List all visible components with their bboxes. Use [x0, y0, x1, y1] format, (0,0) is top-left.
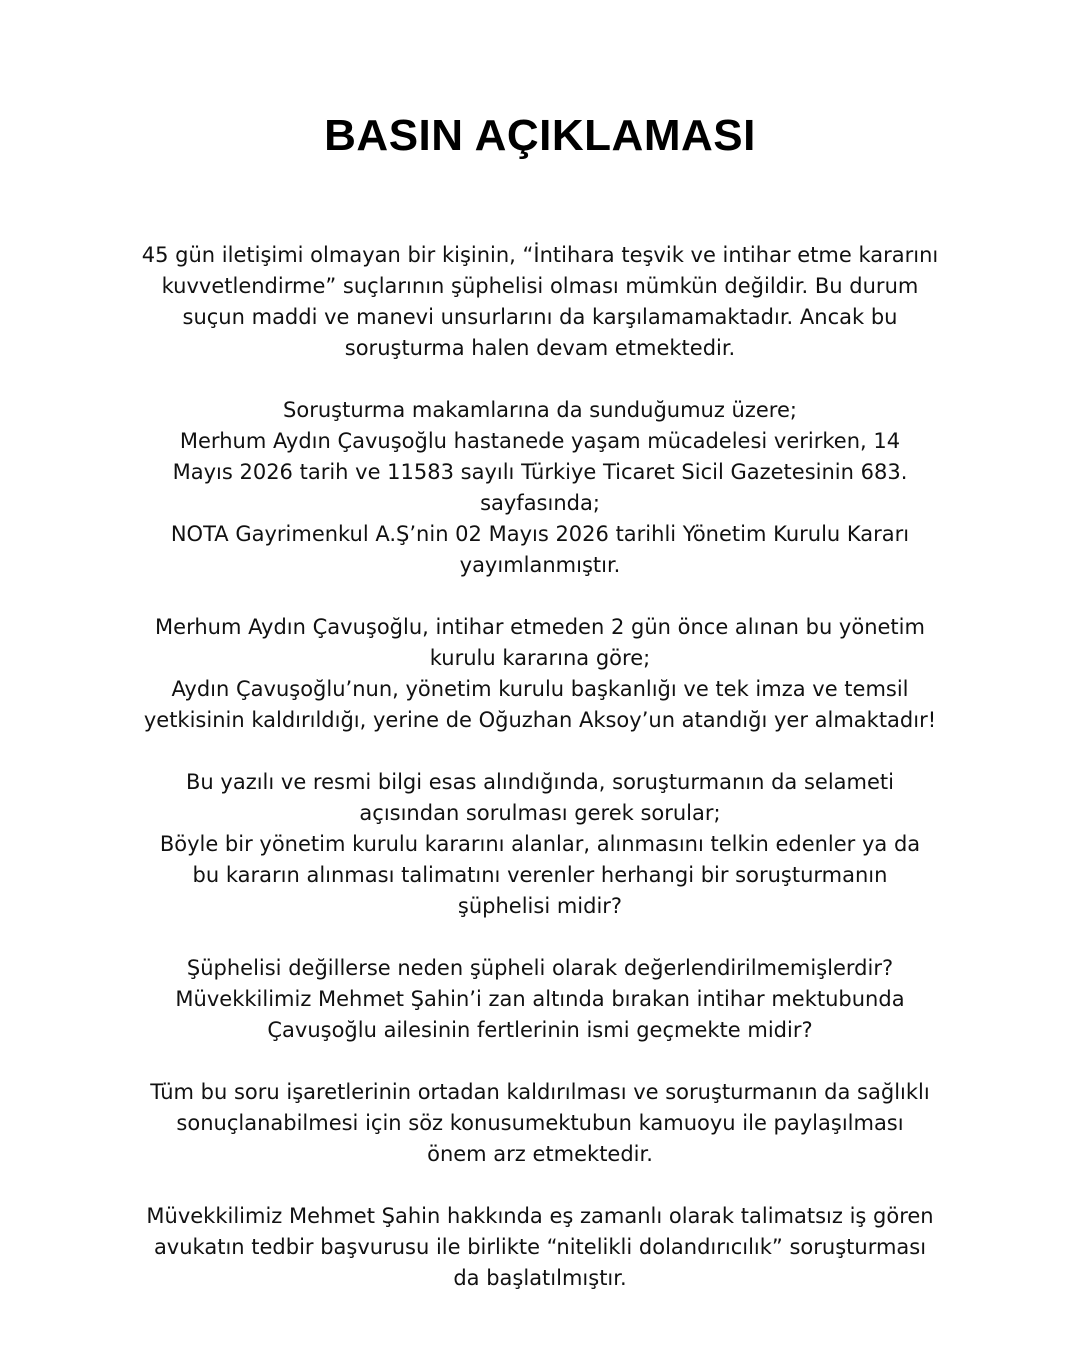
paragraph-1 — [100, 240, 980, 364]
paragraph-6 — [100, 1077, 980, 1170]
text-line: Tüm bu soru işaretlerinin ortadan kaldırılması ve soruşturmanın da sağlıklı — [150, 1080, 930, 1104]
text-line: Bu yazılı ve resmi bilgi esas alındığında, soruşturmanın da selameti — [186, 770, 894, 794]
text-line: soruşturma halen devam etmektedir. — [344, 336, 736, 360]
text-line: da başlatılmıştır. — [453, 1266, 627, 1290]
text-line: kuvvetlendirme” suçlarının şüphelisi olması mümkün değildir. Bu durum — [161, 274, 919, 298]
text-line: Merhum Aydın Çavuşoğlu, intihar etmeden 2 gün önce alınan bu yönetim — [155, 615, 925, 639]
paragraph-2 — [100, 395, 980, 581]
text-line: Merhum Aydın Çavuşoğlu hastanede yaşam mücadelesi verirken, 14 — [179, 429, 901, 453]
document-title: BASIN AÇIKLAMASI — [324, 111, 756, 160]
text-line: Müvekkilimiz Mehmet Şahin’i zan altında bırakan intihar mektubunda — [175, 987, 905, 1011]
text-line: Şüphelisi değillerse neden şüpheli olarak değerlendirilmemişlerdir? — [186, 956, 894, 980]
text-line: önem arz etmektedir. — [427, 1142, 653, 1166]
paragraph-3 — [100, 612, 980, 736]
paragraph-4 — [100, 767, 980, 922]
document-body — [100, 240, 980, 1294]
text-line: Mayıs 2026 tarih ve 11583 sayılı Türkiye Ticaret Sicil Gazetesinin 683. — [172, 460, 908, 484]
text-line: sayfasında; — [480, 491, 600, 515]
text-line: bu kararın alınması talimatını verenler herhangi bir soruşturmanın — [192, 863, 888, 887]
text-line: NOTA Gayrimenkul A.Ş’nin 02 Mayıs 2026 tarihli Yönetim Kurulu Kararı — [170, 522, 910, 546]
text-line: avukatın tedbir başvurusu ile birlikte “nitelikli dolandırıcılık” soruşturması — [153, 1235, 927, 1259]
text-line: Çavuşoğlu ailesinin fertlerinin ismi geçmekte midir? — [267, 1018, 813, 1042]
text-line: şüphelisi midir? — [457, 894, 623, 918]
paragraph-7 — [100, 1201, 980, 1294]
text-line: açısından sorulması gerek sorular; — [359, 801, 721, 825]
text-line: yetkisinin kaldırıldığı, yerine de Oğuzhan Aksoy’un atandığı yer almaktadır! — [143, 708, 937, 732]
text-line: 45 gün iletişimi olmayan bir kişinin, “İntihara teşvik ve intihar etme kararını — [141, 243, 939, 267]
text-line: kurulu kararına göre; — [429, 646, 651, 670]
paragraph-5 — [100, 953, 980, 1046]
text-line: Aydın Çavuşoğlu’nun, yönetim kurulu başkanlığı ve tek imza ve temsil — [171, 677, 909, 701]
text-line: yayımlanmıştır. — [459, 553, 621, 577]
text-line: Soruşturma makamlarına da sunduğumuz üzere; — [283, 398, 797, 422]
text-line: suçun maddi ve manevi unsurlarını da karşılamamaktadır. Ancak bu — [182, 305, 898, 329]
text-line: Müvekkilimiz Mehmet Şahin hakkında eş zamanlı olarak talimatsız iş gören — [146, 1204, 934, 1228]
text-line: Böyle bir yönetim kurulu kararını alanlar, alınmasını telkin edenler ya da — [159, 832, 921, 856]
text-line: sonuçlanabilmesi için söz konusumektubun kamuoyu ile paylaşılması — [176, 1111, 904, 1135]
